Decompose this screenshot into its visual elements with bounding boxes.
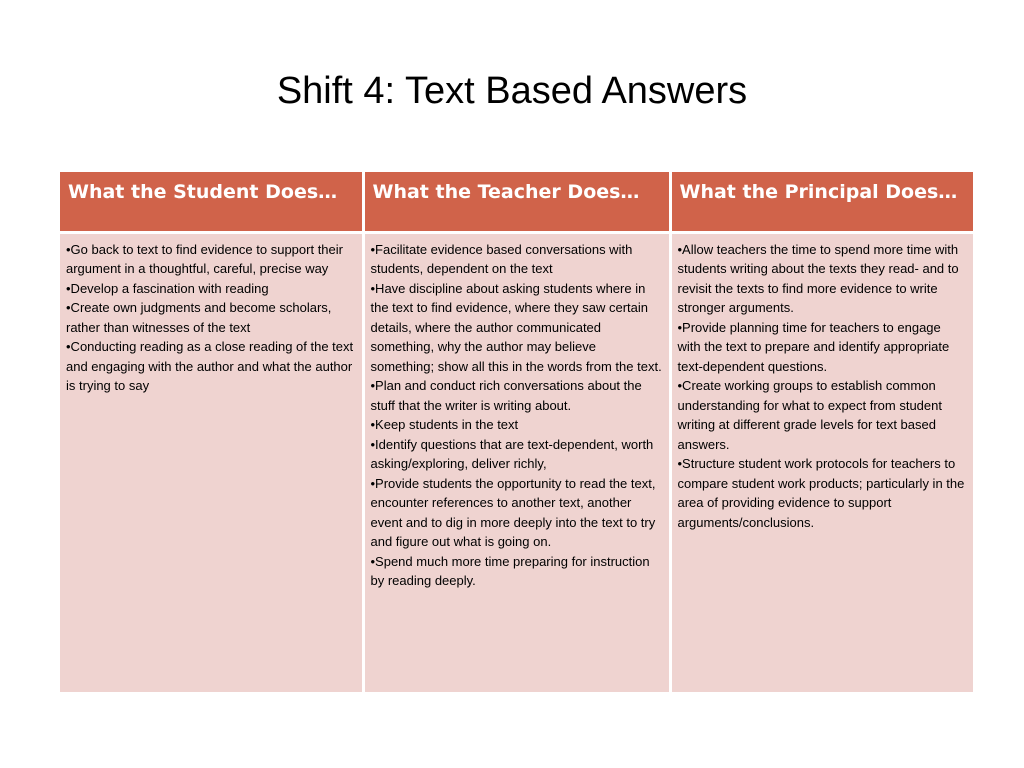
teacher-item: •Spend much more time preparing for instruction by reading deeply. bbox=[370, 553, 650, 588]
student-item: •Conducting reading as a close reading of the text and engaging with the author and what the author is trying to say bbox=[66, 339, 354, 393]
teacher-item: •Keep students in the text bbox=[370, 417, 519, 432]
header-teacher: What the Teacher Does… bbox=[363, 172, 670, 232]
teacher-item: •Identify questions that are text-dependent, worth asking/exploring, deliver richly, bbox=[370, 436, 654, 471]
student-item: •Develop a fascination with reading bbox=[66, 280, 269, 296]
principal-item: •Allow teachers the time to spend more time with students writing about the texts they read- and to revisit the texts to find more evidence to write stronger arguments. bbox=[677, 241, 959, 315]
principal-item: •Provide planning time for teachers to engage with the text to prepare and identify appropriate text-dependent questions. bbox=[677, 319, 950, 374]
header-student: What the Student Does… bbox=[60, 172, 363, 232]
principal-cell bbox=[670, 232, 973, 692]
table-row bbox=[60, 232, 973, 692]
header-principal: What the Principal Does… bbox=[670, 172, 973, 232]
teacher-item: •Facilitate evidence based conversations with students, dependent on the text bbox=[370, 241, 633, 276]
table-header-row bbox=[60, 172, 973, 232]
teacher-item: •Provide students the opportunity to read the text, encounter references to another text, another event and to dig in more deeply into the text to try and figure out what is going on. bbox=[370, 475, 656, 549]
shift-table bbox=[60, 172, 973, 692]
teacher-item: •Have discipline about asking students where in the text to find evidence, where they saw certain details, where the author communicated something, why the author may believe something; show all this in the words from the text. bbox=[370, 280, 662, 374]
student-cell bbox=[60, 232, 363, 692]
teacher-item: •Plan and conduct rich conversations about the stuff that the writer is writing about. bbox=[370, 378, 642, 413]
principal-item: •Structure student work protocols for teachers to compare student work products; particularly in the area of providing evidence to support arguments/conclusions. bbox=[677, 456, 965, 530]
student-item: •Go back to text to find evidence to support their argument in a thoughtful, careful, precise way bbox=[66, 241, 343, 276]
slide-title: Shift 4: Text Based Answers bbox=[276, 70, 748, 112]
teacher-cell bbox=[363, 232, 670, 692]
principal-item: •Create working groups to establish common understanding for what to expect from student writing at different grade levels for text based answers. bbox=[677, 378, 942, 452]
shift-table-container bbox=[60, 172, 973, 692]
student-item: •Create own judgments and become scholars, rather than witnesses of the text bbox=[66, 300, 332, 335]
